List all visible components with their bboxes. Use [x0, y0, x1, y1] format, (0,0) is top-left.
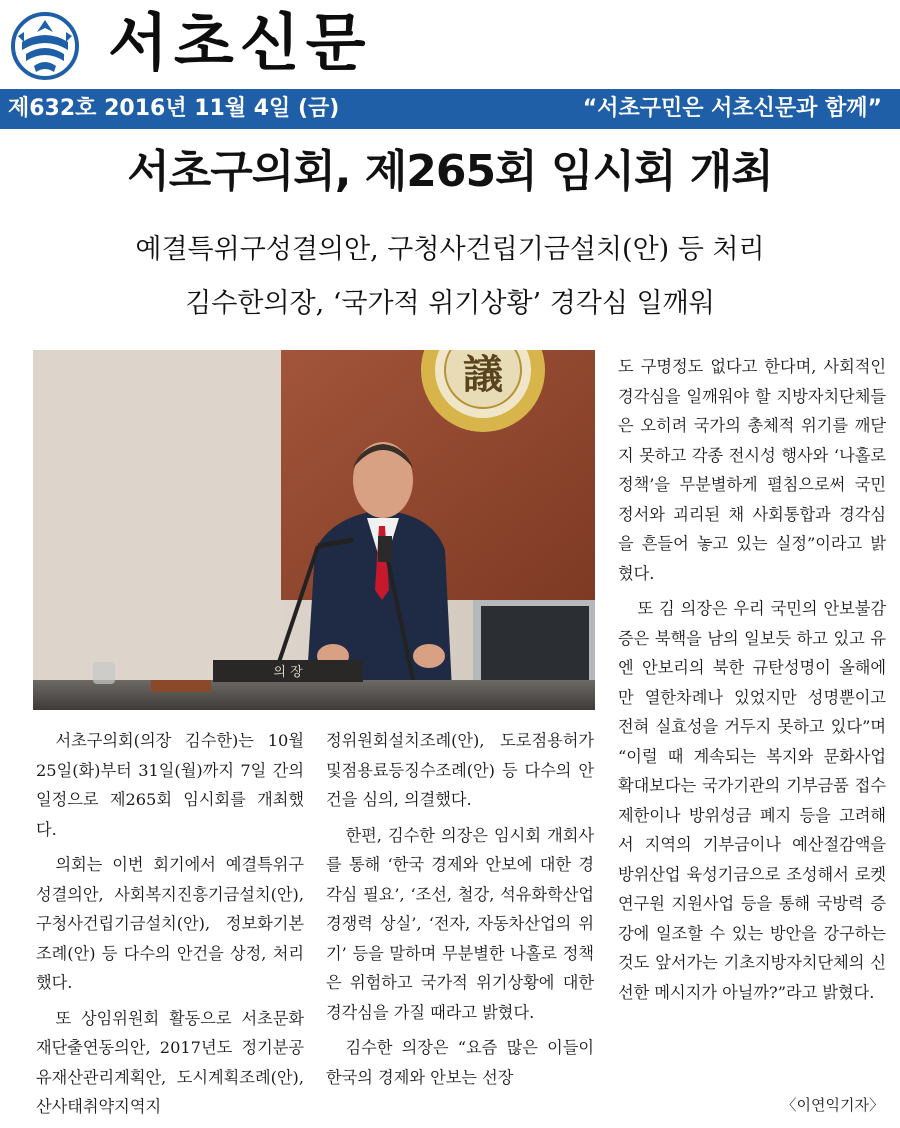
- subheadline-1: 예결특위구성결의안, 구청사건립기금설치(안) 등 처리: [135, 234, 765, 265]
- emblem-text: 議: [463, 351, 503, 398]
- article-column-3: [618, 352, 886, 1013]
- paragraph: 또 상임위원회 활동으로 서초문화재단출연동의안, 2017년도 정기분공유재산관리계획안, 도시계획조례(안), 산사태취약지역지: [36, 1008, 304, 1116]
- headline: 서초구의회, 제265회 임시회 개최: [127, 146, 773, 197]
- issue-bar: [0, 89, 900, 129]
- nameplate-text: 의 장: [273, 665, 303, 680]
- paper-name: 서초신문: [108, 6, 372, 79]
- paragraph: 또 김 의장은 우리 국민의 안보불감증은 북핵을 남의 일보듯 하고 있고 유엔 안보리의 북한 규탄성명이 올해에만 열한차례나 있었지만 성명뿐이고 전혀 실효성을 거두지 못하고 있다”며 “이럴 때 계속되는 복지와 문화사업 확대보다는 국가기관의 기부금품 접수 제한이나 방위성금 폐지 등을 고려해서 지역의 기부금이나 예산절감액을 방위산업 육성기금으로 조성해서 로켓연구원 지원사업 등을 통해 국방력 증강에 일조할 수 있는 방안을 강구하는 것도 앞서가는 기초지방자치단체의 신선한 메시지가 아닐까?”라고 밝혔다.: [618, 599, 886, 1002]
- paragraph: 한편, 김수한 의장은 임시회 개회사를 통해 ‘한국 경제와 안보에 대한 경각심 필요’, ‘조선, 철강, 석유화학산업 경쟁력 상실’, ‘전자, 자동차산업의 위기’ 등을 말하며 무분별한 나홀로 정책은 위험하고 국가적 위기상황에 대한 경각심을 가질 때라고 밝혔다.: [326, 825, 594, 1022]
- paragraph-continued: 정위원회설치조례(안), 도로점용허가및점용료등징수조례(안) 등 다수의 안건을 심의, 의결했다.: [326, 731, 594, 809]
- paragraph: 김수한 의장은 “요즘 많은 이들이 한국의 경제와 안보는 선장: [326, 1038, 594, 1087]
- paragraph-continued: 도 구명정도 없다고 한다며, 사회적인 경각심을 일깨워야 할 지방자치단체들은 오히려 국가의 총체적 위기를 깨닫지 못하고 각종 전시성 행사와 ‘나홀로 정책’을 무분별하게 펼침으로써 국민정서와 괴리된 채 사회통합과 경각심을 흔들어 놓고 있는 실정”이라고 밝혔다.: [618, 357, 886, 583]
- article-column-2: [326, 726, 594, 1098]
- paragraph: 의회는 이번 회기에서 예결특위구성결의안, 사회복지진흥기금설치(안), 구청사건립기금설치(안), 정보화기본조례(안) 등 다수의 안건을 상정, 처리했다.: [36, 855, 304, 992]
- seocho-emblem-icon: [10, 6, 80, 82]
- article-photo: [33, 350, 595, 710]
- issue-info: 제632호 2016년 11월 4일 (금): [8, 96, 340, 121]
- article-column-1: [36, 726, 304, 1128]
- slogan: “서초구민은 서초신문과 함께”: [582, 96, 882, 121]
- masthead: [0, 0, 900, 88]
- byline: 〈이연익기자〉: [781, 1096, 884, 1114]
- subheadline-2: 김수한의장, ‘국가적 위기상황’ 경각심 일깨워: [185, 288, 715, 319]
- paragraph: 서초구의회(의장 김수한)는 10월 25일(화)부터 31일(월)까지 7일 간의 일정으로 제265회 임시회를 개최했다.: [36, 731, 304, 839]
